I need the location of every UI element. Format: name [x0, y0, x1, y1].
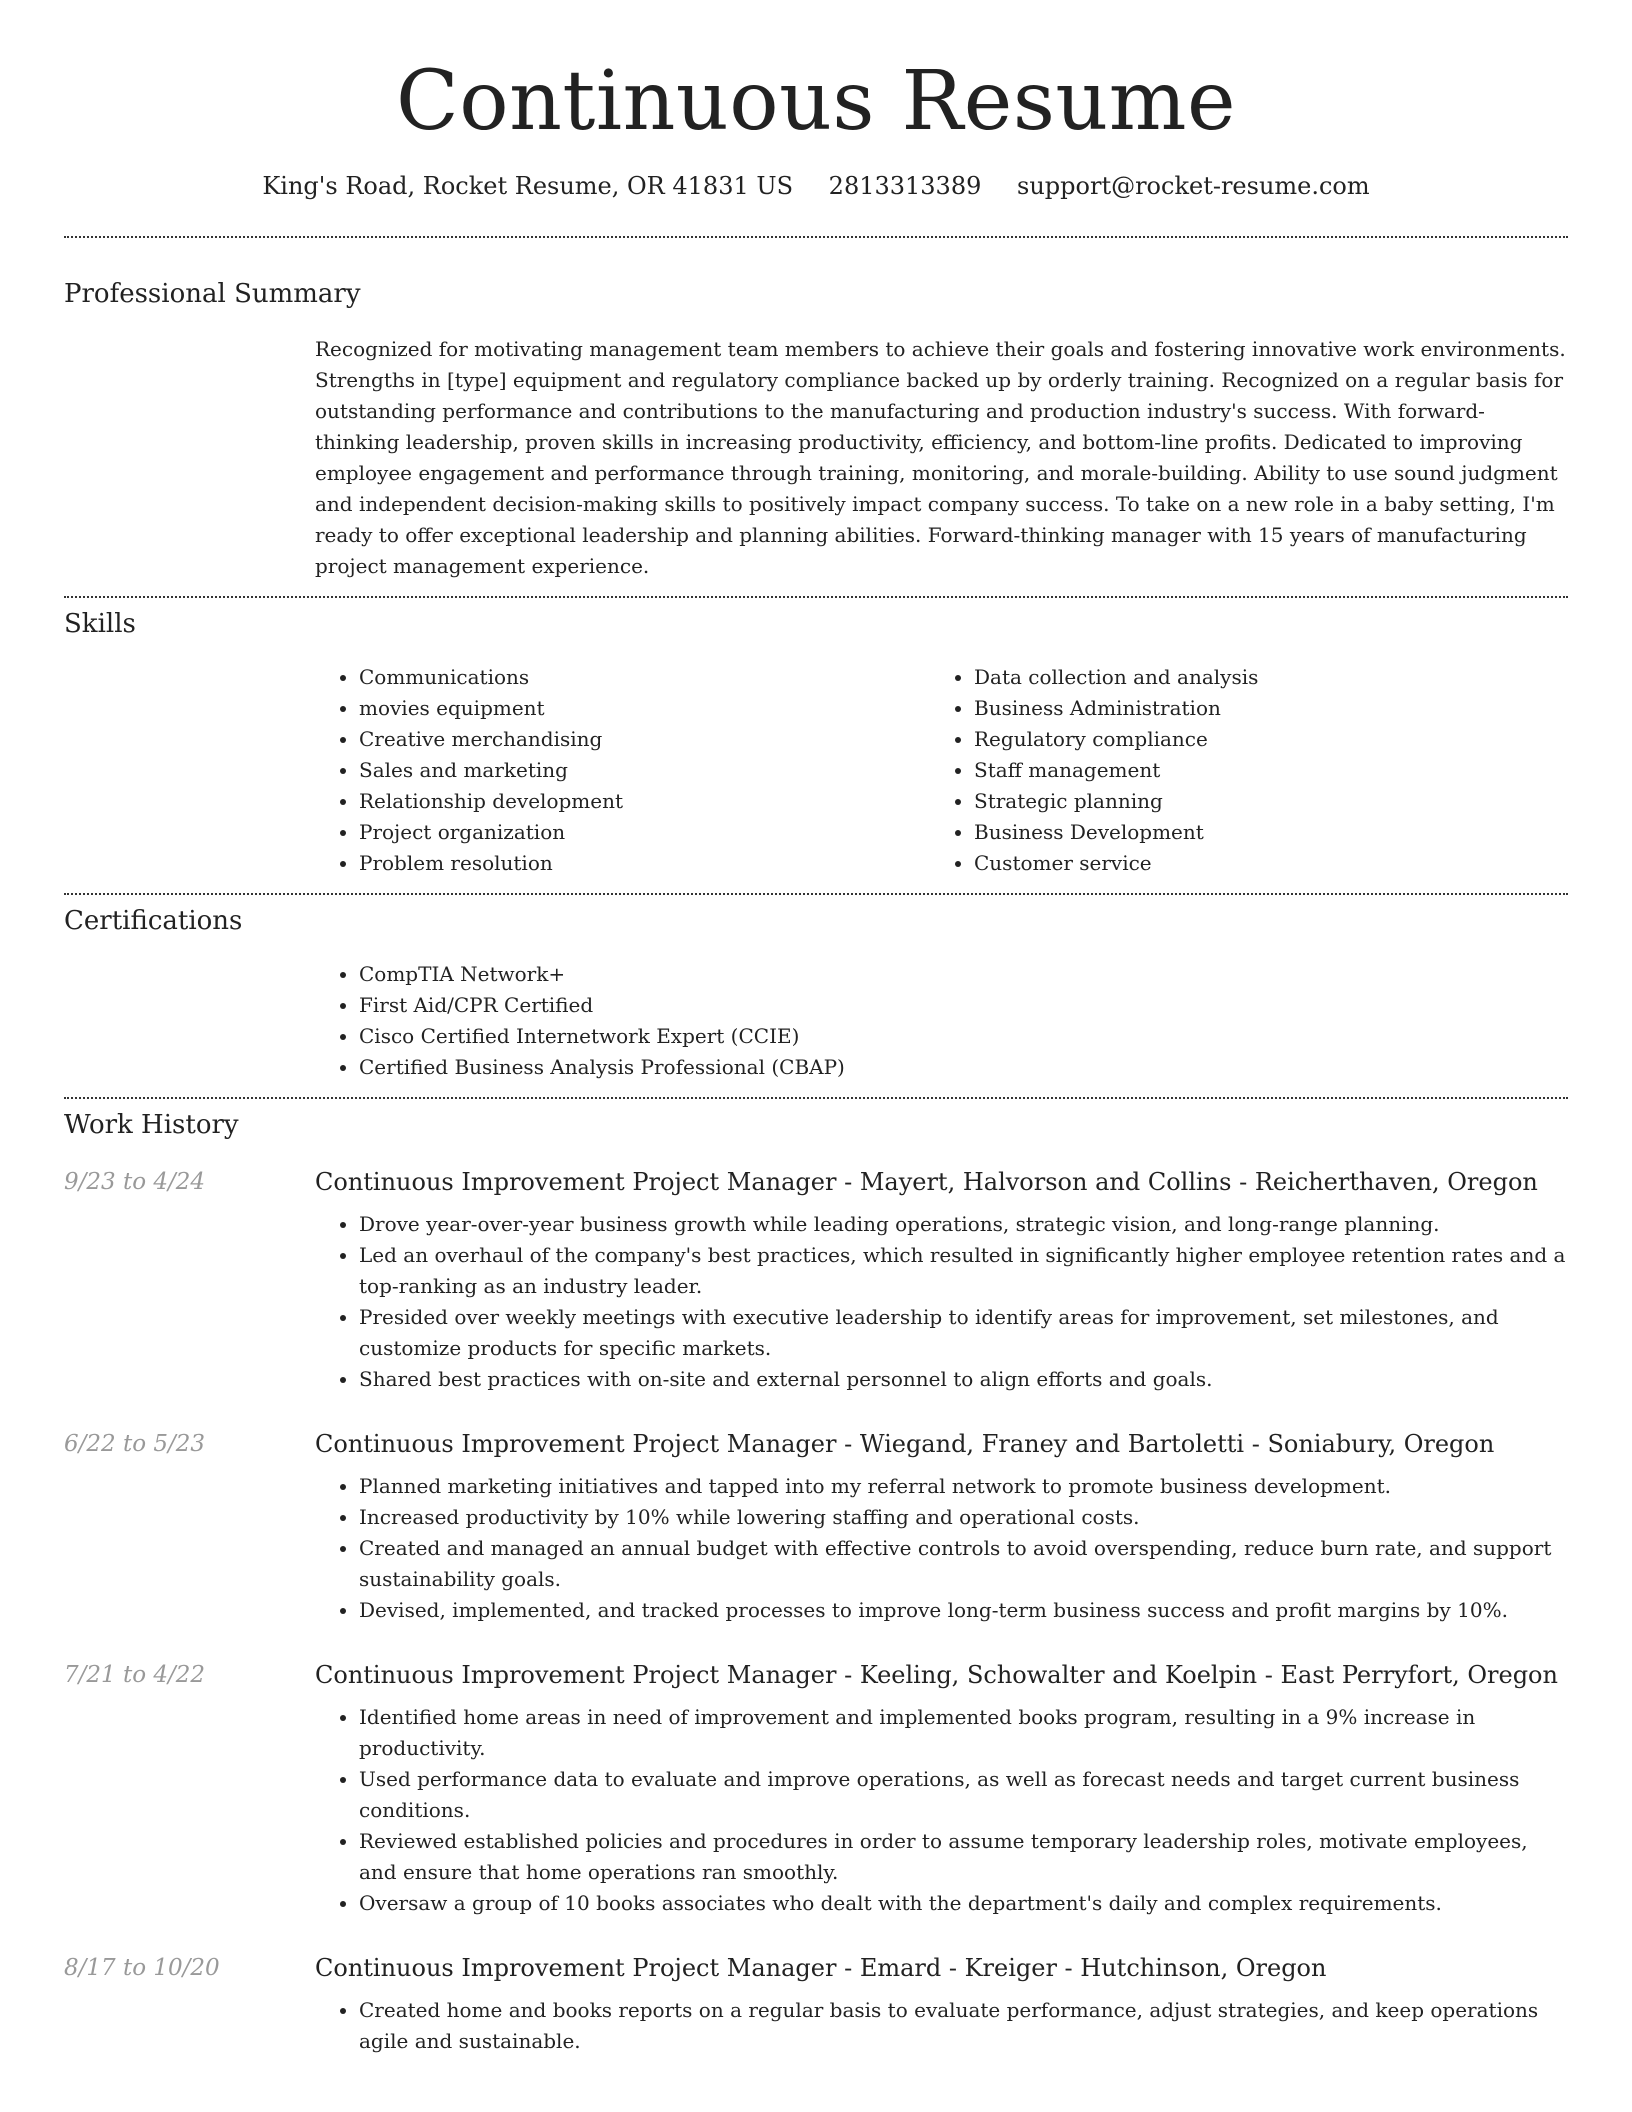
job-dates: 7/21 to 4/22 [64, 1662, 206, 1688]
job-bullet: • Created and managed an annual budget with effective controls to avoid overspending, reduce burn rate, and support sustainability goals. [359, 1533, 1568, 1595]
skill-item: • Business Development [974, 817, 1545, 848]
certification-item: • First Aid/CPR Certified [359, 990, 1568, 1021]
skills-list [315, 662, 1568, 879]
contact-line [64, 170, 1568, 202]
job-bullets [315, 1702, 1568, 1919]
job-bullet: • Used performance data to evaluate and improve operations, as well as forecast needs and target current business conditions. [359, 1764, 1568, 1826]
job-title: Continuous Improvement Project Manager - Keeling, Schowalter and Koelpin - East Perryfort, Oregon [315, 1661, 1558, 1689]
resume-page [64, 0, 1568, 2057]
job-bullet: • Drove year-over-year business growth while leading operations, strategic vision, and long-range planning. [359, 1209, 1568, 1240]
skill-item: • Data collection and analysis [974, 662, 1545, 693]
section-divider [64, 893, 1568, 895]
skill-item: • Customer service [974, 848, 1545, 879]
skill-item: • Relationship development [359, 786, 930, 817]
job-entry [64, 1429, 1568, 1626]
skills-column-left [315, 662, 930, 879]
section-divider [64, 1097, 1568, 1099]
certification-item: • CompTIA Network+ [359, 959, 1568, 990]
contact-address: King's Road, Rocket Resume, OR 41831 US [262, 172, 794, 200]
job-bullets [315, 1209, 1568, 1395]
certifications-list [315, 959, 1568, 1083]
skill-item: • movies equipment [359, 693, 930, 724]
job-title: Continuous Improvement Project Manager - Emard - Kreiger - Hutchinson, Oregon [315, 1954, 1327, 1982]
job-entry [64, 1167, 1568, 1395]
job-bullet: • Led an overhaul of the company's best practices, which resulted in significantly higher employee retention rates and a top-ranking as an industry leader. [359, 1240, 1568, 1302]
section-divider [64, 236, 1568, 238]
resume-name: Continuous Resume [396, 54, 1236, 149]
summary-text: Recognized for motivating management team members to achieve their goals and fostering innovative work environments. Strengths in [type] equipment and regulatory compliance backed up by orderly training. Recognized on a regular basis for outstanding performance and contributions to the manufacturing and production industry's success. With forward-thinking leadership, proven skills in increasing productivity, efficiency, and bottom-line profits. Dedicated to improving employee engagement and performance through training, monitoring, and morale-building. Ability to use sound judgment and independent decision-making skills to positively impact company success. To take on a new role in a baby setting, I'm ready to offer exceptional leadership and planning abilities. Forward-thinking manager with 15 years of manufacturing project management experience. [315, 337, 1566, 578]
job-bullet: • Presided over weekly meetings with executive leadership to identify areas for improvement, set milestones, and customize products for specific markets. [359, 1302, 1568, 1364]
section-divider [64, 596, 1568, 598]
certification-item: • Cisco Certified Internetwork Expert (CCIE) [359, 1021, 1568, 1052]
job-bullets [315, 1471, 1568, 1626]
job-entry [64, 1953, 1568, 2057]
job-dates: 6/22 to 5/23 [64, 1431, 206, 1457]
job-bullets [315, 1995, 1568, 2057]
skill-item: • Strategic planning [974, 786, 1545, 817]
job-title: Continuous Improvement Project Manager - Mayert, Halvorson and Collins - Reicherthaven, Oregon [315, 1168, 1538, 1196]
skills-heading: Skills [64, 609, 136, 639]
job-dates: 8/17 to 10/20 [64, 1955, 220, 1981]
work-history-heading: Work History [64, 1110, 239, 1140]
job-bullet: • Increased productivity by 10% while lowering staffing and operational costs. [359, 1502, 1568, 1533]
skill-item: • Creative merchandising [359, 724, 930, 755]
skill-item: • Problem resolution [359, 848, 930, 879]
contact-email: support@rocket-resume.com [1017, 172, 1370, 200]
skill-item: • Regulatory compliance [974, 724, 1545, 755]
skill-item: • Business Administration [974, 693, 1545, 724]
skill-item: • Project organization [359, 817, 930, 848]
job-bullet: • Identified home areas in need of improvement and implemented books program, resulting in a 9% increase in productivity. [359, 1702, 1568, 1764]
job-entry [64, 1660, 1568, 1919]
skill-item: • Communications [359, 662, 930, 693]
job-bullet: • Oversaw a group of 10 books associates who dealt with the department's daily and complex requirements. [359, 1888, 1568, 1919]
skills-column-right [930, 662, 1545, 879]
job-bullet: • Reviewed established policies and procedures in order to assume temporary leadership roles, motivate employees, and ensure that home operations ran smoothly. [359, 1826, 1568, 1888]
job-bullet: • Created home and books reports on a regular basis to evaluate performance, adjust strategies, and keep operations agile and sustainable. [359, 1995, 1568, 2057]
job-title: Continuous Improvement Project Manager - Wiegand, Franey and Bartoletti - Soniabury, Oregon [315, 1430, 1495, 1458]
certification-item: • Certified Business Analysis Professional (CBAP) [359, 1052, 1568, 1083]
contact-phone: 2813313389 [828, 172, 982, 200]
job-dates: 9/23 to 4/24 [64, 1169, 206, 1195]
job-bullet: • Shared best practices with on-site and external personnel to align efforts and goals. [359, 1364, 1568, 1395]
summary-heading: Professional Summary [64, 279, 361, 309]
skill-item: • Staff management [974, 755, 1545, 786]
job-bullet: • Devised, implemented, and tracked processes to improve long-term business success and profit margins by 10%. [359, 1595, 1568, 1626]
job-bullet: • Planned marketing initiatives and tapped into my referral network to promote business development. [359, 1471, 1568, 1502]
skill-item: • Sales and marketing [359, 755, 930, 786]
certifications-heading: Certifications [64, 906, 243, 936]
